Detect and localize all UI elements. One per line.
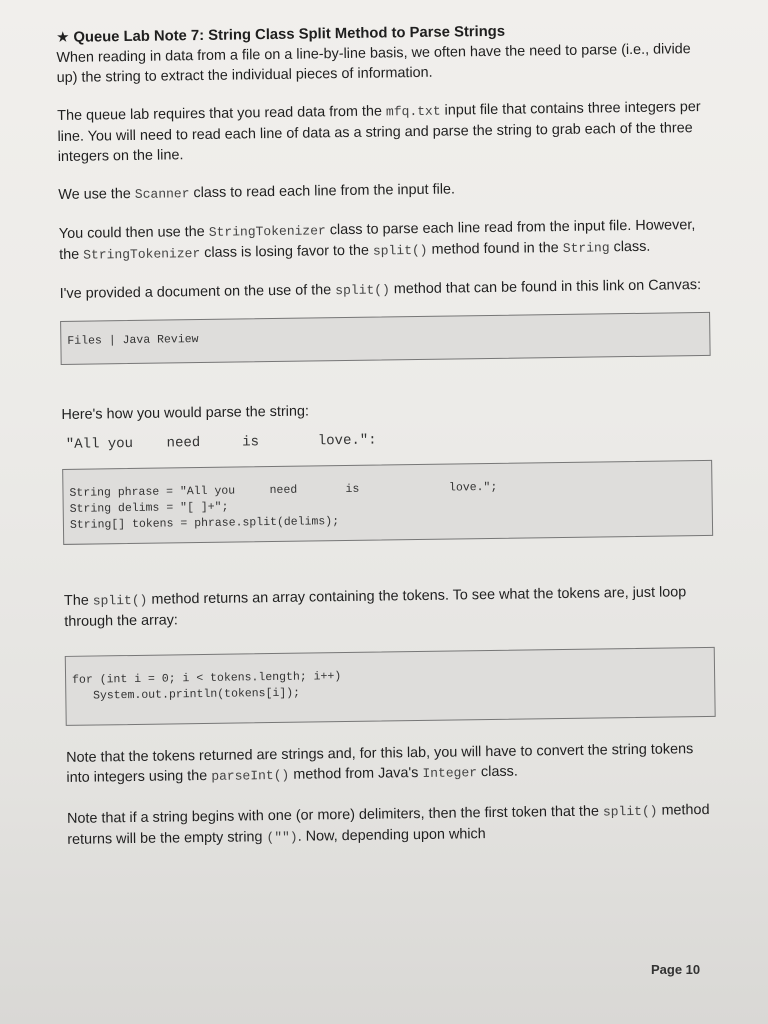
inline-code: String xyxy=(562,240,610,256)
delimiters-paragraph xyxy=(67,800,718,851)
code-block-loop xyxy=(65,647,716,726)
note-title: Queue Lab Note 7: String Class Split Method to Parse Strings xyxy=(73,23,506,46)
text: You could then use the xyxy=(58,223,209,242)
inline-code: Scanner xyxy=(134,186,190,202)
inline-code: split() xyxy=(92,592,148,609)
inline-code: ("") xyxy=(266,829,298,846)
inline-code: mfq.txt xyxy=(385,103,441,120)
text: Note that the tokens returned are strings and, for this lab, you will have to convert the string tokens into integers using the xyxy=(66,741,694,786)
page-number: Page 10 xyxy=(651,962,701,977)
parse-example-string: "All you need is love.": xyxy=(65,432,377,453)
tokenizer-paragraph xyxy=(59,215,710,266)
inline-code: Integer xyxy=(422,765,478,781)
code-line: String[] tokens = phrase.split(delims); xyxy=(69,515,340,532)
star-icon: ★ xyxy=(56,29,70,46)
text: class to parse each line read from the input file. However, the xyxy=(59,217,696,263)
code-line: String delims = "[ ]+"; xyxy=(69,500,229,516)
text: method that can be found in this link on Canvas: xyxy=(389,277,702,298)
inline-code: split() xyxy=(602,803,658,820)
code-line: String phrase = "All you need is love."; xyxy=(69,480,498,500)
note-header xyxy=(56,19,707,88)
code-line: System.out.println(tokens[i]); xyxy=(72,686,301,703)
canvas-link[interactable]: Files | Java Review xyxy=(67,333,199,348)
parseint-paragraph xyxy=(66,739,717,789)
split-returns-paragraph xyxy=(64,582,715,632)
parse-intro: Here's how you would parse the string: xyxy=(61,403,310,423)
text: . Now, depending upon which xyxy=(297,826,486,845)
scanner-paragraph xyxy=(58,176,708,206)
text: class. xyxy=(476,763,518,781)
text: class. xyxy=(609,238,651,256)
text: We use the xyxy=(58,185,135,203)
intro-paragraph: When reading in data from a file on a line-by-line basis, we often have the need to parse (i.e., divide up) the string to extract the individual pieces of information. xyxy=(56,41,691,86)
inline-code: StringTokenizer xyxy=(83,246,201,263)
mfq-paragraph xyxy=(57,97,708,167)
canvas-link-box xyxy=(60,312,711,365)
document-content xyxy=(56,19,718,869)
text: The queue lab requires that you read data from the xyxy=(57,103,387,124)
text: class to read each line from the input file. xyxy=(189,181,456,202)
code-block-parse xyxy=(62,460,713,545)
inline-code: split() xyxy=(372,242,428,259)
text: Note that if a string begins with one (or more) delimiters, then the first token that the xyxy=(66,803,604,827)
text: The xyxy=(63,592,93,609)
inline-code: StringTokenizer xyxy=(208,223,326,240)
inline-code: parseInt() xyxy=(211,767,290,784)
text: input file that contains three integers per line. You will need to read each line of data as a string and parse the string to grab each of the three integers on the line. xyxy=(57,99,701,165)
text: method returns an array containing the tokens. To see what the tokens are, just loop through the array: xyxy=(64,584,687,630)
code-line: for (int i = 0; i < tokens.length; i++) xyxy=(72,670,342,687)
text: method returns will be the empty string xyxy=(67,801,710,848)
text: class is losing favor to the xyxy=(200,242,374,262)
text: method found in the xyxy=(427,239,563,258)
text: I've provided a document on the use of the xyxy=(59,282,336,302)
inline-code: split() xyxy=(335,282,390,299)
text: method from Java's xyxy=(289,764,423,783)
document-link-paragraph xyxy=(60,275,710,305)
